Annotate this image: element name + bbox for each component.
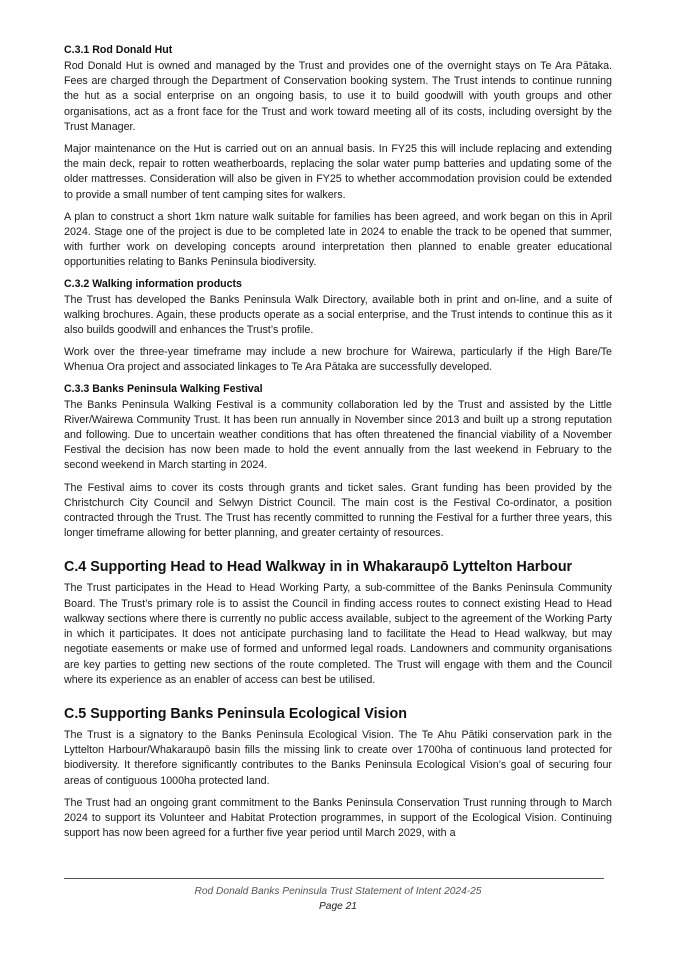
section-heading: C.4 Supporting Head to Head Walkway in in Whakaraupō Lyttelton Harbour	[64, 559, 573, 576]
section-walking-festival	[64, 383, 612, 542]
paragraph: The Festival aims to cover its costs through grants and ticket sales. Grant funding has been provided by the Christchurch City Council and Selwyn District Council. The main cost is the Festival Co-ordinator, a position contracted through the Trust. The Trust has recently committed to running the Festival for a further three years, this longer timeframe allowing for better planning, and greater certainty of resources.	[64, 481, 612, 540]
paragraph: The Trust had an ongoing grant commitment to the Banks Peninsula Conservation Trust running through to March 2024 to support its Volunteer and Habitat Protection programmes, in support of the Ecological Vision. Continuing support has now been agreed for a further five year period until March 2029, with a	[64, 796, 612, 840]
section-rod-donald-hut	[64, 44, 612, 271]
section-heading: C.5 Supporting Banks Peninsula Ecological Vision	[64, 705, 407, 722]
footer-divider	[64, 878, 604, 879]
section-walking-information-products	[64, 278, 612, 376]
paragraph: Major maintenance on the Hut is carried out on an annual basis. In FY25 this will include replacing and extending the main deck, repair to rotten weatherboards, replacing the solar water pump batteries and updating some of the older mattresses. Consideration will also be given in FY25 to whether accommodation provision could be extended to provide a small number of tent camping sites for walkers.	[64, 143, 612, 201]
document-page	[64, 44, 612, 848]
paragraph: The Trust is a signatory to the Banks Peninsula Ecological Vision. The Te Ahu Pātiki conservation park in the Lyttelton Harbour/Whakaraupō basin fills the missing link to create over 1700ha of continuous land protected for biodiversity. It therefore significantly contributes to the Banks Peninsula Ecological Vision’s goal of securing four areas of contiguous 1000ha protected land.	[64, 728, 612, 787]
paragraph: A plan to construct a short 1km nature walk suitable for families has been agreed, and work began on this in April 2024. Stage one of the project is due to be completed late in 2024 to enable the track to be opened that summer, with further work on developing concepts around interpretation then planned to enable greater educational opportunities relating to Banks Peninsula biodiversity.	[64, 210, 612, 269]
paragraph: Work over the three-year timeframe may include a new brochure for Wairewa, particularly if the High Bare/Te Whenua Ora project and associated linkages to Te Ara Pātaka are successfully developed.	[64, 346, 612, 374]
page-number: Page 21	[319, 901, 357, 912]
paragraph: The Trust has developed the Banks Peninsula Walk Directory, available both in print and on-line, and a suite of walking brochures. Again, these products operate as a social enterprise, and the Trust intends to continue this as it also builds goodwill and enhances the Trust’s profile.	[64, 293, 612, 337]
footer-title: Rod Donald Banks Peninsula Trust Statement of Intent 2024-25	[194, 886, 482, 897]
section-heading: C.3.3 Banks Peninsula Walking Festival	[64, 382, 263, 395]
section-heading: C.3.1 Rod Donald Hut	[64, 44, 173, 56]
section-ecological-vision	[64, 705, 612, 841]
section-heading: C.3.2 Walking information products	[64, 277, 242, 290]
page-footer	[64, 878, 612, 914]
section-head-to-head-walkway	[64, 558, 612, 687]
paragraph: The Banks Peninsula Walking Festival is a community collaboration led by the Trust and assisted by the Little River/Wairewa Community Trust. It has been run annually in November since 2013 and built up a strong reputation and following. Due to uncertain weather conditions that has often threatened the financial viability of a November Festival the decision has now been made to hold the event annually from the last weekend in February to the second weekend in March starting in 2024.	[64, 398, 612, 472]
paragraph: The Trust participates in the Head to Head Working Party, a sub-committee of the Banks Peninsula Community Board. The Trust’s primary role is to assist the Council in finding access routes to connect existing Head to Head walkway sections where there is currently no public access available, subject to the agreement of the Working Party in which it participates. It does not anticipate purchasing land to facilitate the Head to Head walkway, but may negotiate easements or make use of formed and unformed legal roads. Landowners and community organisations are key parties to getting new sections of the route completed. The Trust will engage with them and the Council where its experience as an enabler of access can best be utilised.	[64, 582, 612, 686]
paragraph: Rod Donald Hut is owned and managed by the Trust and provides one of the overnight stays on Te Ara Pātaka. Fees are charged through the Department of Conservation booking system. The Trust intends to continue running the hut as a social enterprise on an ongoing basis, to use it to build goodwill with youth groups and other organisations, act as a front face for the Trust and work toward meeting all of its costs, including oversight by the Trust Manager.	[64, 60, 612, 133]
